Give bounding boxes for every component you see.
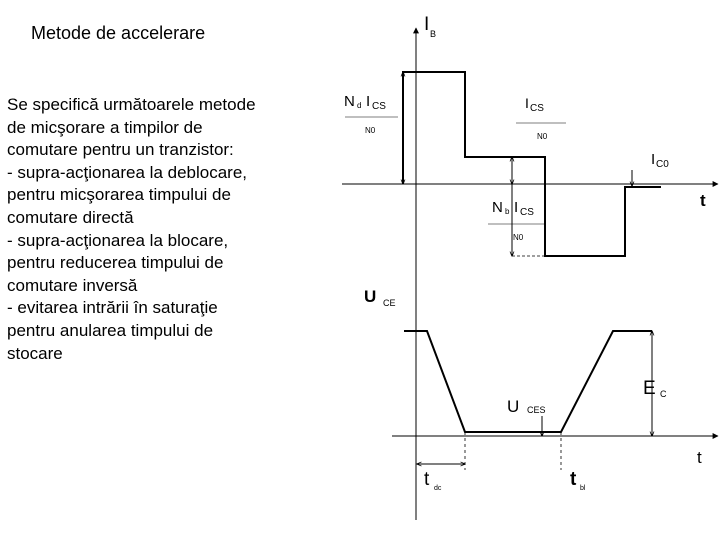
ics-label-den: N0 (537, 132, 548, 141)
uces-label-sub: CES (527, 405, 546, 415)
uce-labels (364, 287, 702, 492)
ib-axis-subscript: B (430, 29, 437, 39)
nd-label-i: I (366, 93, 371, 110)
base-current-plot (342, 28, 718, 520)
tbl-label-sub: bl (580, 485, 586, 492)
ib-t-axis-label: t (700, 191, 706, 210)
description-line: pentru anularea timpului de (7, 320, 214, 340)
tdc-label-sub: dc (434, 485, 442, 492)
description-line: - evitarea intrării în saturaţie (7, 298, 218, 318)
description-line: de micşorare a timpilor de (7, 117, 203, 137)
ic0-label: I (651, 151, 656, 168)
description-line: Se specifică următoarele metode (7, 95, 256, 114)
description-line: pentru reducerea timpului de (7, 253, 224, 273)
uce-axis-subscript: CE (383, 298, 396, 308)
ics-label-num: I (525, 95, 529, 111)
description-line: comutare pentru un tranzistor: (7, 140, 234, 160)
uce-waveform (404, 331, 652, 432)
uce-plot (392, 331, 718, 470)
ec-label: E (643, 378, 656, 399)
description-line: comutare inversă (7, 275, 138, 295)
uce-axis-label: U (364, 287, 377, 306)
nd-label-cs: CS (372, 101, 386, 112)
nb-label-n: N (492, 199, 503, 216)
nd-label-n: N (344, 93, 355, 110)
base-current-labels (344, 14, 706, 242)
slide-title: Metode de accelerare (31, 23, 206, 43)
description-line: stocare (7, 343, 63, 363)
ib-waveform (403, 72, 661, 256)
ics-label-sub: CS (530, 103, 544, 114)
tbl-label: t (570, 469, 577, 490)
ib-axis-label: I (424, 14, 430, 35)
tdc-label: t (424, 469, 430, 490)
nb-label-cs: CS (520, 207, 534, 218)
nd-label-n-sub: d (357, 101, 362, 110)
ic0-label-sub: C0 (656, 159, 669, 170)
nb-label-i: I (514, 199, 519, 216)
description-line: comutare directă (7, 207, 134, 227)
nb-label-n-sub: b (505, 207, 510, 216)
description-line: pentru micşorarea timpului de (7, 185, 231, 205)
description-line: - supra-acţionarea la blocare, (7, 230, 229, 250)
ec-label-sub: C (660, 389, 667, 399)
uce-t-axis-label: t (697, 448, 702, 467)
uces-label: U (507, 397, 520, 416)
description-line: - supra-acţionarea la deblocare, (7, 162, 248, 182)
nb-label-den: N0 (513, 233, 524, 242)
nd-label-den: N0 (365, 126, 376, 135)
